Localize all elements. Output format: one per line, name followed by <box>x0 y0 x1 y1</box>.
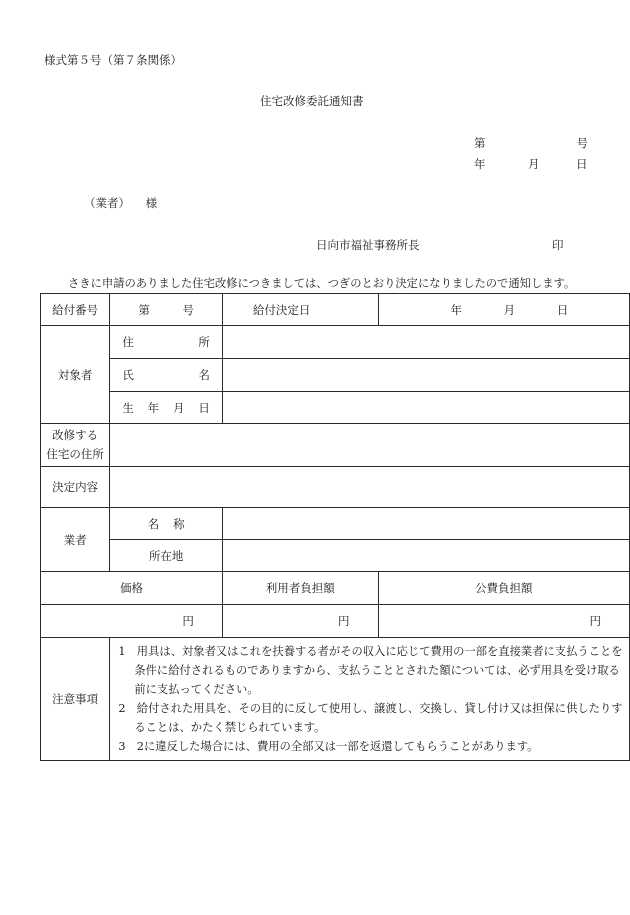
subject-name-label-part: 氏 <box>122 368 134 382</box>
contractor-name-label <box>110 508 223 540</box>
intro-text: さきに申請のありました住宅改修につきましては、つぎのとおり決定になりましたので通知します。 <box>68 277 576 290</box>
benefit-no-suffix: 号 <box>182 302 194 317</box>
subject-birth-label-part: 日 <box>198 400 210 415</box>
addressee-honorific: 様 <box>145 196 158 210</box>
subject-birth-label-part: 月 <box>173 400 185 415</box>
subject-name-label <box>110 359 223 392</box>
issuer-seal: 印 <box>552 238 564 252</box>
house-address-label-line2: 住宅の住所 <box>46 447 104 461</box>
doc-number-prefix: 第 <box>474 136 486 150</box>
decision-date-day: 日 <box>556 302 569 317</box>
price-label: 価格 <box>41 572 223 605</box>
benefit-form-table <box>40 293 630 761</box>
notes-label: 注意事項 <box>41 638 110 761</box>
price-field[interactable]: 円 <box>41 605 223 638</box>
form-id: 様式第５号（第７条関係） <box>44 53 182 67</box>
user-burden-label: 利用者負担額 <box>222 572 378 605</box>
doc-date-year: 年 <box>474 157 486 171</box>
subject-name-label-part: 名 <box>198 368 210 382</box>
subject-address-label-part: 住 <box>122 335 134 349</box>
subject-birth-label-part: 生 <box>122 400 134 415</box>
subject-birth-label <box>110 392 223 424</box>
subject-birth-field[interactable] <box>222 392 629 424</box>
subject-address-label <box>110 326 223 359</box>
addressee <box>84 195 157 211</box>
decision-content-field[interactable] <box>110 467 630 508</box>
subject-address-label-part: 所 <box>198 335 210 349</box>
subject-address-field[interactable] <box>222 326 629 359</box>
subject-label: 対象者 <box>41 326 110 424</box>
note-item: 2 給付された用具を、その目的に反して使用し、譲渡し、交換し、貸し付け又は担保に供したりすることは、かたく禁じられています。 <box>118 702 623 734</box>
contractor-name-field[interactable] <box>222 508 629 540</box>
note-item: 1 用具は、対象者又はこれを扶養する者がその収入に応じて費用の一部を直接業者に支払うことを条件に給付されるものでありますから、支払うこととされた額については、必ず用具を受け取る前に支払ってください。 <box>118 645 623 696</box>
house-address-field[interactable] <box>110 424 630 467</box>
addressee-label: （業者） <box>84 196 130 210</box>
user-burden-field[interactable]: 円 <box>222 605 378 638</box>
subject-birth-label-part: 年 <box>147 400 160 415</box>
decision-date-cell[interactable] <box>378 294 629 326</box>
decision-date-month: 月 <box>503 302 516 317</box>
house-address-label <box>41 424 110 467</box>
document-title: 住宅改修委託通知書 <box>260 94 364 108</box>
doc-date-day: 日 <box>576 157 588 171</box>
decision-date-label: 給付決定日 <box>222 294 378 326</box>
document-number <box>474 135 588 151</box>
notes-content <box>110 638 630 761</box>
public-burden-field[interactable]: 円 <box>378 605 629 638</box>
contractor-name-label-part: 称 <box>173 516 185 531</box>
public-burden-label: 公費負担額 <box>378 572 629 605</box>
house-address-label-line1: 改修する <box>52 428 99 442</box>
benefit-no-cell[interactable] <box>110 294 223 326</box>
issuer-name: 日向市福祉事務所長 <box>316 238 420 252</box>
benefit-no-prefix: 第 <box>138 302 150 317</box>
contractor-label: 業者 <box>41 508 110 572</box>
subject-name-field[interactable] <box>222 359 629 392</box>
benefit-no-label: 給付番号 <box>41 294 110 326</box>
decision-date-year: 年 <box>450 302 463 317</box>
contractor-location-field[interactable] <box>222 540 629 572</box>
document-date <box>474 156 588 172</box>
doc-date-month: 月 <box>528 157 540 171</box>
doc-number-suffix: 号 <box>576 136 588 150</box>
decision-content-label: 決定内容 <box>41 467 110 508</box>
contractor-name-label-part: 名 <box>147 516 160 531</box>
note-item: 3 2に違反した場合には、費用の全部又は一部を返還してもらうことがあります。 <box>118 740 539 753</box>
contractor-location-label: 所在地 <box>110 540 223 572</box>
